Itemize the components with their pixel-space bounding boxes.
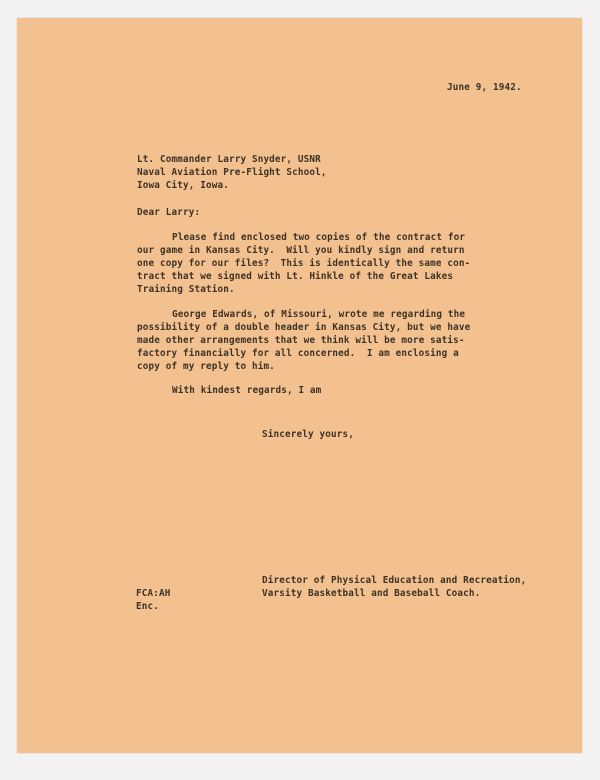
- letter-page: [17, 18, 582, 753]
- address-line-1: Lt. Commander Larry Snyder, USNR: [137, 154, 321, 165]
- paragraph1-line-5: Training Station.: [137, 284, 235, 295]
- enclosure-note: Enc.: [136, 601, 159, 612]
- paragraph3: With kindest regards, I am: [172, 385, 322, 396]
- paragraph2-line-1: George Edwards, of Missouri, wrote me regarding the: [172, 309, 466, 320]
- paragraph1-line-1: Please find enclosed two copies of the contract for: [172, 232, 466, 243]
- typist-initials: FCA:AH: [136, 588, 171, 599]
- paragraph1-line-3: one copy for our files? This is identically the same con-: [137, 258, 471, 269]
- paragraph2-line-4: factory financially for all concerned. I am enclosing a: [137, 348, 459, 359]
- signature-title-line-1: Director of Physical Education and Recreation,: [262, 575, 527, 586]
- paragraph2-line-3: made other arrangements that we think will be more satis-: [137, 335, 465, 346]
- signature-title-line-2: Varsity Basketball and Baseball Coach.: [262, 588, 481, 599]
- address-line-3: Iowa City, Iowa.: [137, 180, 229, 191]
- paragraph2-line-2: possibility of a double header in Kansas City, but we have: [137, 322, 471, 333]
- paragraph1-line-4: tract that we signed with Lt. Hinkle of the Great Lakes: [137, 271, 454, 282]
- closing: Sincerely yours,: [262, 429, 354, 440]
- salutation: Dear Larry:: [137, 207, 201, 218]
- letter-date: June 9, 1942.: [447, 82, 522, 93]
- paragraph2-line-5: copy of my reply to him.: [137, 361, 275, 372]
- address-line-2: Naval Aviation Pre-Flight School,: [137, 167, 327, 178]
- paragraph1-line-2: our game in Kansas City. Will you kindly sign and return: [137, 245, 465, 256]
